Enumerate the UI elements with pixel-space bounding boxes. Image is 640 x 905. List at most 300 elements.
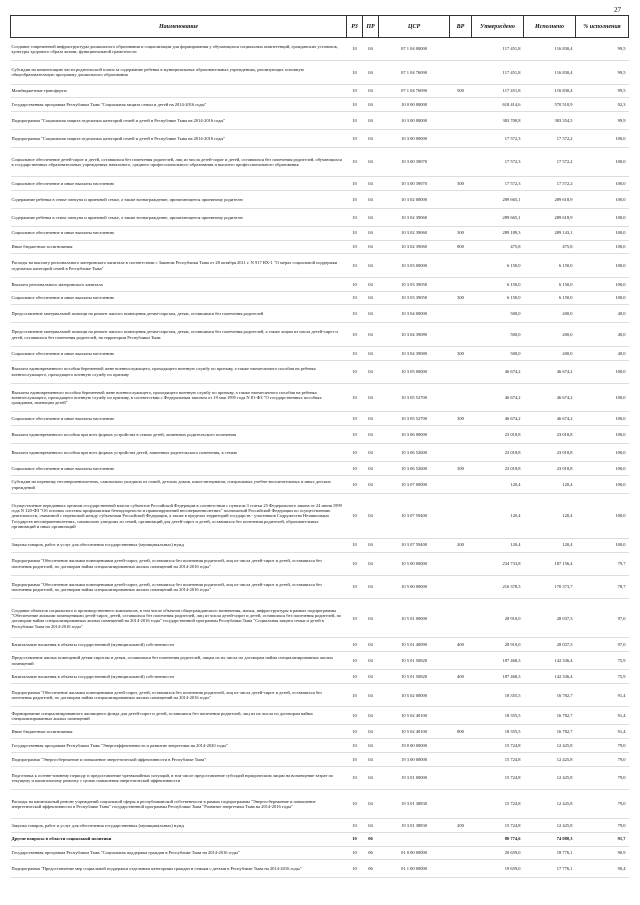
row-rz: 10 bbox=[347, 725, 363, 739]
row-csr: 01 0 00 00000 bbox=[379, 846, 450, 860]
row-executed: 23 018,8 bbox=[524, 444, 576, 462]
row-percent: 40,0 bbox=[576, 323, 629, 346]
row-pr: 04 bbox=[363, 707, 379, 725]
row-name: Подпрограмма "Обеспечение жилыми помещениями детей-сирот, детей, оставшихся без попечения родителей, лиц из числа детей-сирот и детей, оставшихся без попечения родителей, по договорам найма специализированных жилых помещений на 2014-2016 годы" bbox=[11, 575, 347, 598]
row-name: Подпрограмма "Обеспечение жилыми помещениями детей-сирот, детей, оставшихся без попечения родителей, лиц из числа детей-сирот и детей, оставшихся без попечения родителей, по договорам найма специализированных жилых помещений на 2014-2016 годы" bbox=[11, 552, 347, 575]
row-csr: 10 0 00 00000 bbox=[379, 98, 450, 112]
row-pr: 04 bbox=[363, 240, 379, 254]
row-rz: 10 bbox=[347, 84, 363, 98]
row-vr bbox=[450, 254, 472, 277]
row-pr: 04 bbox=[363, 190, 379, 208]
row-csr: 10 3 04 39080 bbox=[379, 346, 450, 360]
row-executed: 170 373,7 bbox=[524, 575, 576, 598]
row-approved: 18 355,5 bbox=[472, 707, 524, 725]
row-name: Выплаты единовременного пособия беременной жене военнослужащего, проходящего военную службу по призыву, а также ежемесячного пособия на ребенка военнослужащего, проходящего военную службу по призыву, в соответствии с Федеральным законом от 19 мая 1995 года N 81-ФЗ "О государственных пособиях гражданам, имеющим детей" bbox=[11, 383, 347, 412]
row-executed: 46 674,2 bbox=[524, 383, 576, 412]
row-percent: 100,0 bbox=[576, 277, 629, 291]
row-approved: 6 150,0 bbox=[472, 291, 524, 305]
row-approved: 500,0 bbox=[472, 305, 524, 323]
row-rz: 10 bbox=[347, 575, 363, 598]
table-row bbox=[11, 383, 629, 412]
row-name: Социальное обеспечение и иные выплаты населению bbox=[11, 176, 347, 190]
row-pr: 04 bbox=[363, 494, 379, 538]
row-vr bbox=[450, 652, 472, 670]
row-csr: 19 0 00 00000 bbox=[379, 739, 450, 753]
row-vr bbox=[450, 846, 472, 860]
row-rz: 10 bbox=[347, 226, 363, 240]
row-name: Осуществление переданных органам государственной власти субъектов Российской Федерации в соответствии с пунктом 3 статьи 25 Федерального закона от 24 июня 1999 года N 120-ФЗ "Об основах системы профилактики безнадзорности и правонарушений несовершеннолетних" полномочий Российской Федерации по осуществлению деятельности, связанной с перевозкой между субъектами Российской Федерации, а также в пределах территорий государств - участников Содружества Независимых Государств несовершеннолетних, самовольно ушедших из семей, организаций для детей-сирот и детей, оставшихся без попечения родителей, образовательных организаций и иных организаций bbox=[11, 494, 347, 538]
row-csr: 10 3 07 59400 bbox=[379, 494, 450, 538]
row-vr bbox=[450, 575, 472, 598]
row-csr: 10 3 04 00000 bbox=[379, 305, 450, 323]
row-percent: 100,0 bbox=[576, 494, 629, 538]
row-percent: 79,0 bbox=[576, 766, 629, 789]
col-header-csr: ЦСР bbox=[379, 16, 450, 38]
row-vr bbox=[450, 277, 472, 291]
row-name: Субсидии на перевозку несовершеннолетних, самовольно ушедших из семей, детских домов, школ-интернатов, специальных учебно-воспитательных и иных детских учреждений bbox=[11, 476, 347, 494]
row-percent: 99,5 bbox=[576, 38, 629, 61]
row-rz: 10 bbox=[347, 444, 363, 462]
row-name: Социальное обеспечение детей-сирот и детей, оставшихся без попечения родителей, лиц из числа детей-сирот и детей, оставшихся без попечения родителей, обучающихся в государственных образовательных учреждениях начального, среднего профессионального образования и высшего профессионального образования bbox=[11, 148, 347, 177]
row-executed: 28 037,3 bbox=[524, 599, 576, 638]
row-name: Иные бюджетные ассигнования bbox=[11, 240, 347, 254]
row-vr bbox=[450, 766, 472, 789]
row-csr: 10 3 06 00000 bbox=[379, 426, 450, 444]
row-rz: 10 bbox=[347, 277, 363, 291]
row-percent: 91,4 bbox=[576, 725, 629, 739]
row-vr bbox=[450, 494, 472, 538]
row-approved: 23 018,8 bbox=[472, 462, 524, 476]
table-row bbox=[11, 494, 629, 538]
row-rz: 10 bbox=[347, 426, 363, 444]
table-row bbox=[11, 84, 629, 98]
row-percent: 75,9 bbox=[576, 652, 629, 670]
row-pr: 04 bbox=[363, 462, 379, 476]
row-csr: 10 3 02 39060 bbox=[379, 208, 450, 226]
row-executed: 23 018,8 bbox=[524, 426, 576, 444]
row-pr: 04 bbox=[363, 753, 379, 767]
table-row bbox=[11, 61, 629, 84]
table-row bbox=[11, 725, 629, 739]
row-executed: 74 080,3 bbox=[524, 832, 576, 846]
row-approved: 28 910,0 bbox=[472, 599, 524, 638]
row-executed: 120,4 bbox=[524, 476, 576, 494]
row-approved: 18 355,5 bbox=[472, 684, 524, 707]
row-approved: 6 150,0 bbox=[472, 277, 524, 291]
row-pr: 04 bbox=[363, 670, 379, 684]
row-approved: 475,8 bbox=[472, 240, 524, 254]
row-pr: 04 bbox=[363, 599, 379, 638]
table-row bbox=[11, 739, 629, 753]
row-executed: 120,4 bbox=[524, 538, 576, 552]
row-percent: 99,5 bbox=[576, 84, 629, 98]
row-executed: 6 150,0 bbox=[524, 277, 576, 291]
row-pr: 04 bbox=[363, 61, 379, 84]
row-rz: 10 bbox=[347, 190, 363, 208]
row-csr: 10 5 00 00000 bbox=[379, 552, 450, 575]
row-approved: 120,4 bbox=[472, 476, 524, 494]
row-rz: 10 bbox=[347, 846, 363, 860]
row-vr bbox=[450, 684, 472, 707]
table-row bbox=[11, 462, 629, 476]
row-csr: 01 1 00 00000 bbox=[379, 860, 450, 878]
row-name: Капитальные вложения в объекты государственной (муниципальной) собственности bbox=[11, 670, 347, 684]
row-vr bbox=[450, 599, 472, 638]
row-vr: 300 bbox=[450, 462, 472, 476]
row-approved: 216 378,3 bbox=[472, 575, 524, 598]
row-approved: 289 665,1 bbox=[472, 208, 524, 226]
row-vr: 300 bbox=[450, 346, 472, 360]
row-percent: 100,0 bbox=[576, 240, 629, 254]
row-pr: 06 bbox=[363, 846, 379, 860]
row-percent: 100,0 bbox=[576, 176, 629, 190]
row-executed: 17 776,1 bbox=[524, 860, 576, 878]
row-name: Социальное обеспечение и иные выплаты населению bbox=[11, 462, 347, 476]
row-pr: 04 bbox=[363, 638, 379, 652]
row-executed: 17 572,2 bbox=[524, 148, 576, 177]
row-percent: 40,0 bbox=[576, 346, 629, 360]
row-approved: 23 018,8 bbox=[472, 444, 524, 462]
row-pr: 04 bbox=[363, 818, 379, 832]
row-executed: 116 830,4 bbox=[524, 84, 576, 98]
row-executed: 28 037,3 bbox=[524, 638, 576, 652]
row-rz: 10 bbox=[347, 670, 363, 684]
table-row bbox=[11, 670, 629, 684]
table-row bbox=[11, 148, 629, 177]
table-row bbox=[11, 684, 629, 707]
row-percent: 91,4 bbox=[576, 684, 629, 707]
table-row bbox=[11, 476, 629, 494]
row-vr bbox=[450, 383, 472, 412]
row-percent: 99,9 bbox=[576, 112, 629, 130]
row-name: Выплата единовременного пособия при всех формах устройства в семью детей, лишенных родительского попечения bbox=[11, 426, 347, 444]
row-rz: 10 bbox=[347, 360, 363, 383]
table-row bbox=[11, 790, 629, 819]
row-rz: 10 bbox=[347, 494, 363, 538]
row-percent: 100,0 bbox=[576, 254, 629, 277]
row-percent: 100,0 bbox=[576, 412, 629, 426]
row-csr: 10 3 00 39070 bbox=[379, 176, 450, 190]
row-pr: 04 bbox=[363, 291, 379, 305]
row-rz: 10 bbox=[347, 61, 363, 84]
row-pr: 04 bbox=[363, 412, 379, 426]
row-approved: 117 451,8 bbox=[472, 84, 524, 98]
row-csr: 10 3 05 00000 bbox=[379, 360, 450, 383]
row-pr: 06 bbox=[363, 860, 379, 878]
row-vr bbox=[450, 208, 472, 226]
row-name: Предоставление жилых помещений детям-сиротам и детям, оставшимся без попечения родителей, лицам из их числа по договорам найма специализированных жилых помещений bbox=[11, 652, 347, 670]
row-approved: 23 018,8 bbox=[472, 426, 524, 444]
row-approved: 187 468,3 bbox=[472, 670, 524, 684]
budget-table bbox=[10, 15, 629, 878]
row-csr: 10 3 00 39070 bbox=[379, 148, 450, 177]
row-percent: 100,0 bbox=[576, 130, 629, 148]
row-name: Подпрограмма "Социальная защита отдельных категорий семей и детей в Республике Тыва на 2014-2016 годы" bbox=[11, 130, 347, 148]
row-csr: 10 5 02 00000 bbox=[379, 684, 450, 707]
row-csr: 10 3 00 00000 bbox=[379, 112, 450, 130]
table-row bbox=[11, 426, 629, 444]
row-approved: 80 774,6 bbox=[472, 832, 524, 846]
row-pr: 04 bbox=[363, 176, 379, 190]
row-executed: 12 425,8 bbox=[524, 739, 576, 753]
row-csr: 10 5 00 00000 bbox=[379, 575, 450, 598]
row-vr bbox=[450, 112, 472, 130]
col-header-vr: ВР bbox=[450, 16, 472, 38]
row-rz: 10 bbox=[347, 346, 363, 360]
row-approved: 120,4 bbox=[472, 538, 524, 552]
row-vr bbox=[450, 323, 472, 346]
table-row bbox=[11, 291, 629, 305]
row-percent: 90,9 bbox=[576, 846, 629, 860]
row-name: Создание объектов социального и производственного комплексов, в том числе объектов общегражданского назначения, жилья, инфраструктуры в рамках подпрограммы "Обеспечение жилыми помещениями детей-сирот, детей, оставшихся без попечения родителей, лиц из числа детей-сирот и детей, оставшихся без попечения родителей, по договорам найма специализированных жилых помещений на 2014-2016 годы" государственной программы Республики Тыва "Социальная защита семьи и детей в Республике Тыва на 2014-2016 годы" bbox=[11, 599, 347, 638]
table-row bbox=[11, 190, 629, 208]
row-approved: 289 665,1 bbox=[472, 190, 524, 208]
row-csr: 10 3 07 00000 bbox=[379, 476, 450, 494]
row-percent: 100,0 bbox=[576, 462, 629, 476]
row-csr: 10 3 07 59400 bbox=[379, 538, 450, 552]
row-rz: 10 bbox=[347, 305, 363, 323]
row-executed: 12 425,8 bbox=[524, 766, 576, 789]
table-body bbox=[11, 38, 629, 878]
row-percent: 78,7 bbox=[576, 575, 629, 598]
col-header-pr: ПР bbox=[363, 16, 379, 38]
row-rz: 10 bbox=[347, 38, 363, 61]
row-rz: 10 bbox=[347, 412, 363, 426]
row-percent: 79,7 bbox=[576, 552, 629, 575]
row-name: Иные бюджетные ассигнования bbox=[11, 725, 347, 739]
table-row bbox=[11, 818, 629, 832]
row-vr: 200 bbox=[450, 538, 472, 552]
row-executed: 383 354,5 bbox=[524, 112, 576, 130]
row-csr: 10 3 02 39060 bbox=[379, 240, 450, 254]
row-rz: 10 bbox=[347, 818, 363, 832]
table-row bbox=[11, 444, 629, 462]
row-name: Подпрограмма "Предоставление мер социальной поддержки отдельным категориям граждан и семьям с детьми в Республике Тыва на 2014-2016 годы" bbox=[11, 860, 347, 878]
table-row bbox=[11, 766, 629, 789]
table-row bbox=[11, 323, 629, 346]
row-rz: 10 bbox=[347, 739, 363, 753]
row-vr bbox=[450, 61, 472, 84]
row-name: Социальное обеспечение и иные выплаты населению bbox=[11, 346, 347, 360]
row-pr: 04 bbox=[363, 652, 379, 670]
row-percent: 90,4 bbox=[576, 860, 629, 878]
row-percent: 100,0 bbox=[576, 190, 629, 208]
row-rz: 10 bbox=[347, 148, 363, 177]
row-vr bbox=[450, 753, 472, 767]
row-approved: 15 724,8 bbox=[472, 739, 524, 753]
row-name: Создание современной инфраструктуры дошкольного образования и социализации для формирования у обучающихся социальных компетенций, гражданских установок, культуры здорового образа жизни, функциональной грамотности bbox=[11, 38, 347, 61]
row-vr bbox=[450, 360, 472, 383]
row-name: Выплата единовременного пособия беременной жене военнослужащего, проходящего военную службу по призыву, а также ежемесячного пособия на ребенка военнослужащего, проходящего военную службу по призыву bbox=[11, 360, 347, 383]
row-csr: 19 3 01 38830 bbox=[379, 818, 450, 832]
row-approved: 618 414,6 bbox=[472, 98, 524, 112]
row-rz: 10 bbox=[347, 638, 363, 652]
row-rz: 10 bbox=[347, 552, 363, 575]
row-executed: 570 510,9 bbox=[524, 98, 576, 112]
row-vr bbox=[450, 305, 472, 323]
row-pr: 04 bbox=[363, 552, 379, 575]
row-pr: 04 bbox=[363, 739, 379, 753]
row-vr bbox=[450, 790, 472, 819]
col-header-approved: Утверждено bbox=[472, 16, 524, 38]
row-name: Расходы на выплату регионального материнского капитала в соответствии с Законом Республики Тыва от 28 октября 2011 г. N 917 ВХ-1 "О мерах социальной поддержки отдельных категорий семей в Республике Тыва" bbox=[11, 254, 347, 277]
row-pr: 04 bbox=[363, 346, 379, 360]
row-approved: 17 572,3 bbox=[472, 176, 524, 190]
row-pr: 04 bbox=[363, 38, 379, 61]
row-vr bbox=[450, 190, 472, 208]
row-approved: 6 150,0 bbox=[472, 254, 524, 277]
row-name: Капитальные вложения в объекты государственной (муниципальной) собственности bbox=[11, 638, 347, 652]
row-pr: 04 bbox=[363, 323, 379, 346]
row-rz: 10 bbox=[347, 860, 363, 878]
row-executed: 289 143,1 bbox=[524, 226, 576, 240]
page-number: 27 bbox=[614, 6, 621, 14]
row-csr: 19 3 01 38830 bbox=[379, 790, 450, 819]
row-name: Межбюджетные трансферты bbox=[11, 84, 347, 98]
row-approved: 117 451,8 bbox=[472, 38, 524, 61]
row-executed: 12 425,8 bbox=[524, 753, 576, 767]
row-name: Государственная программа Республики Тыва "Социальная поддержка граждан в Республике Тыва на 2014-2016 годы" bbox=[11, 846, 347, 860]
row-executed: 12 425,8 bbox=[524, 790, 576, 819]
row-pr: 04 bbox=[363, 84, 379, 98]
row-rz: 10 bbox=[347, 684, 363, 707]
table-header-row bbox=[11, 16, 629, 38]
row-rz: 10 bbox=[347, 753, 363, 767]
row-pr: 04 bbox=[363, 444, 379, 462]
row-approved: 15 724,8 bbox=[472, 766, 524, 789]
row-approved: 15 724,8 bbox=[472, 818, 524, 832]
row-name: Содержание ребенка в семье опекуна и приемной семье, а также вознаграждение, причитающееся приемному родителю bbox=[11, 190, 347, 208]
row-name: Формирование специализированного жилищного фонда для детей-сирот и детей, оставшихся без попечения родителей, лиц из их числа по договорам найма специализированных жилых помещений bbox=[11, 707, 347, 725]
row-name: Выплата регионального материнского капитала bbox=[11, 277, 347, 291]
table-row bbox=[11, 226, 629, 240]
row-executed: 18 776,1 bbox=[524, 846, 576, 860]
row-percent: 100,0 bbox=[576, 291, 629, 305]
row-percent: 100,0 bbox=[576, 383, 629, 412]
table-row bbox=[11, 38, 629, 61]
row-pr: 06 bbox=[363, 832, 379, 846]
row-name: Социальное обеспечение и иные выплаты населению bbox=[11, 291, 347, 305]
row-rz: 10 bbox=[347, 323, 363, 346]
row-csr: 10 3 03 39050 bbox=[379, 291, 450, 305]
row-executed: 46 674,2 bbox=[524, 360, 576, 383]
row-percent: 97,0 bbox=[576, 599, 629, 638]
row-pr: 04 bbox=[363, 226, 379, 240]
table-row bbox=[11, 707, 629, 725]
row-approved: 46 674,2 bbox=[472, 360, 524, 383]
table-row bbox=[11, 254, 629, 277]
row-rz: 10 bbox=[347, 766, 363, 789]
row-name: Содержание ребенка в семье опекуна и приемной семье, а также вознаграждение, причитающееся приемному родителю bbox=[11, 208, 347, 226]
row-pr: 04 bbox=[363, 538, 379, 552]
row-vr bbox=[450, 426, 472, 444]
row-executed: 46 674,2 bbox=[524, 412, 576, 426]
row-csr: 07 1 04 76090 bbox=[379, 61, 450, 84]
table-row bbox=[11, 305, 629, 323]
row-vr: 500 bbox=[450, 84, 472, 98]
row-pr: 04 bbox=[363, 112, 379, 130]
table-row bbox=[11, 538, 629, 552]
row-csr: 10 3 06 52600 bbox=[379, 462, 450, 476]
row-executed: 12 425,8 bbox=[524, 818, 576, 832]
row-executed: 16 782,7 bbox=[524, 725, 576, 739]
row-rz: 10 bbox=[347, 790, 363, 819]
row-name: Государственная программа Республики Тыва "Энергоэффективность и развитие энергетики на 2014-2020 годы" bbox=[11, 739, 347, 753]
row-name: Предоставление материальной помощи на ремонт жилого помещения детям-сиротам, детям, оставшимся без попечения родителей bbox=[11, 305, 347, 323]
row-approved: 18 355,5 bbox=[472, 725, 524, 739]
row-percent: 91,4 bbox=[576, 707, 629, 725]
row-approved: 15 724,8 bbox=[472, 753, 524, 767]
row-pr: 04 bbox=[363, 684, 379, 707]
row-csr: 10 3 05 52700 bbox=[379, 383, 450, 412]
row-percent: 97,0 bbox=[576, 638, 629, 652]
row-csr: 10 3 05 52700 bbox=[379, 412, 450, 426]
row-pr: 04 bbox=[363, 130, 379, 148]
row-percent: 79,0 bbox=[576, 790, 629, 819]
table-row bbox=[11, 130, 629, 148]
row-rz: 10 bbox=[347, 176, 363, 190]
row-vr bbox=[450, 832, 472, 846]
table-row bbox=[11, 208, 629, 226]
row-vr: 800 bbox=[450, 725, 472, 739]
row-executed: 200,0 bbox=[524, 323, 576, 346]
row-csr: 10 5 01 00000 bbox=[379, 599, 450, 638]
row-pr: 04 bbox=[363, 790, 379, 819]
row-approved: 17 572,3 bbox=[472, 130, 524, 148]
row-vr bbox=[450, 552, 472, 575]
row-csr: 10 5 01 50820 bbox=[379, 652, 450, 670]
row-csr: 10 5 02 40100 bbox=[379, 707, 450, 725]
row-executed: 116 830,4 bbox=[524, 38, 576, 61]
row-name: Выплата единовременного пособия при всех формах устройства детей, лишенных родительского попечения, в семью bbox=[11, 444, 347, 462]
row-percent: 92,3 bbox=[576, 98, 629, 112]
row-csr: 07 1 04 00000 bbox=[379, 38, 450, 61]
row-pr: 04 bbox=[363, 360, 379, 383]
row-pr: 04 bbox=[363, 277, 379, 291]
row-name: Подпрограмма "Обеспечение жилыми помещениями детей-сирот, детей, оставшихся без попечения родителей, лиц из числа детей-сирот и детей, оставшихся без попечения родителей, по договорам найма специализированных жилых помещений на 2014-2016 годы" bbox=[11, 684, 347, 707]
row-pr: 04 bbox=[363, 148, 379, 177]
row-rz: 10 bbox=[347, 240, 363, 254]
row-rz: 10 bbox=[347, 538, 363, 552]
row-vr bbox=[450, 38, 472, 61]
row-vr: 300 bbox=[450, 176, 472, 190]
row-pr: 04 bbox=[363, 305, 379, 323]
row-vr bbox=[450, 476, 472, 494]
row-name: Социальное обеспечение и иные выплаты населению bbox=[11, 412, 347, 426]
row-vr: 400 bbox=[450, 670, 472, 684]
row-executed: 142 336,4 bbox=[524, 652, 576, 670]
row-executed: 475,8 bbox=[524, 240, 576, 254]
row-rz: 10 bbox=[347, 462, 363, 476]
row-csr: 10 3 04 39080 bbox=[379, 323, 450, 346]
row-pr: 04 bbox=[363, 766, 379, 789]
table-row bbox=[11, 412, 629, 426]
row-executed: 120,4 bbox=[524, 494, 576, 538]
row-vr: 300 bbox=[450, 226, 472, 240]
row-executed: 289 618,9 bbox=[524, 190, 576, 208]
row-approved: 15 724,8 bbox=[472, 790, 524, 819]
row-name: Государственная программа Республики Тыва "Социальная защита семьи и детей на 2014-2016 годы" bbox=[11, 98, 347, 112]
row-pr: 04 bbox=[363, 98, 379, 112]
table-row bbox=[11, 98, 629, 112]
row-approved: 46 674,2 bbox=[472, 412, 524, 426]
row-percent: 91,7 bbox=[576, 832, 629, 846]
row-vr: 200 bbox=[450, 818, 472, 832]
col-header-name: Наименование bbox=[11, 16, 347, 38]
row-approved: 19 659,0 bbox=[472, 860, 524, 878]
row-vr: 300 bbox=[450, 291, 472, 305]
row-percent: 40,0 bbox=[576, 305, 629, 323]
